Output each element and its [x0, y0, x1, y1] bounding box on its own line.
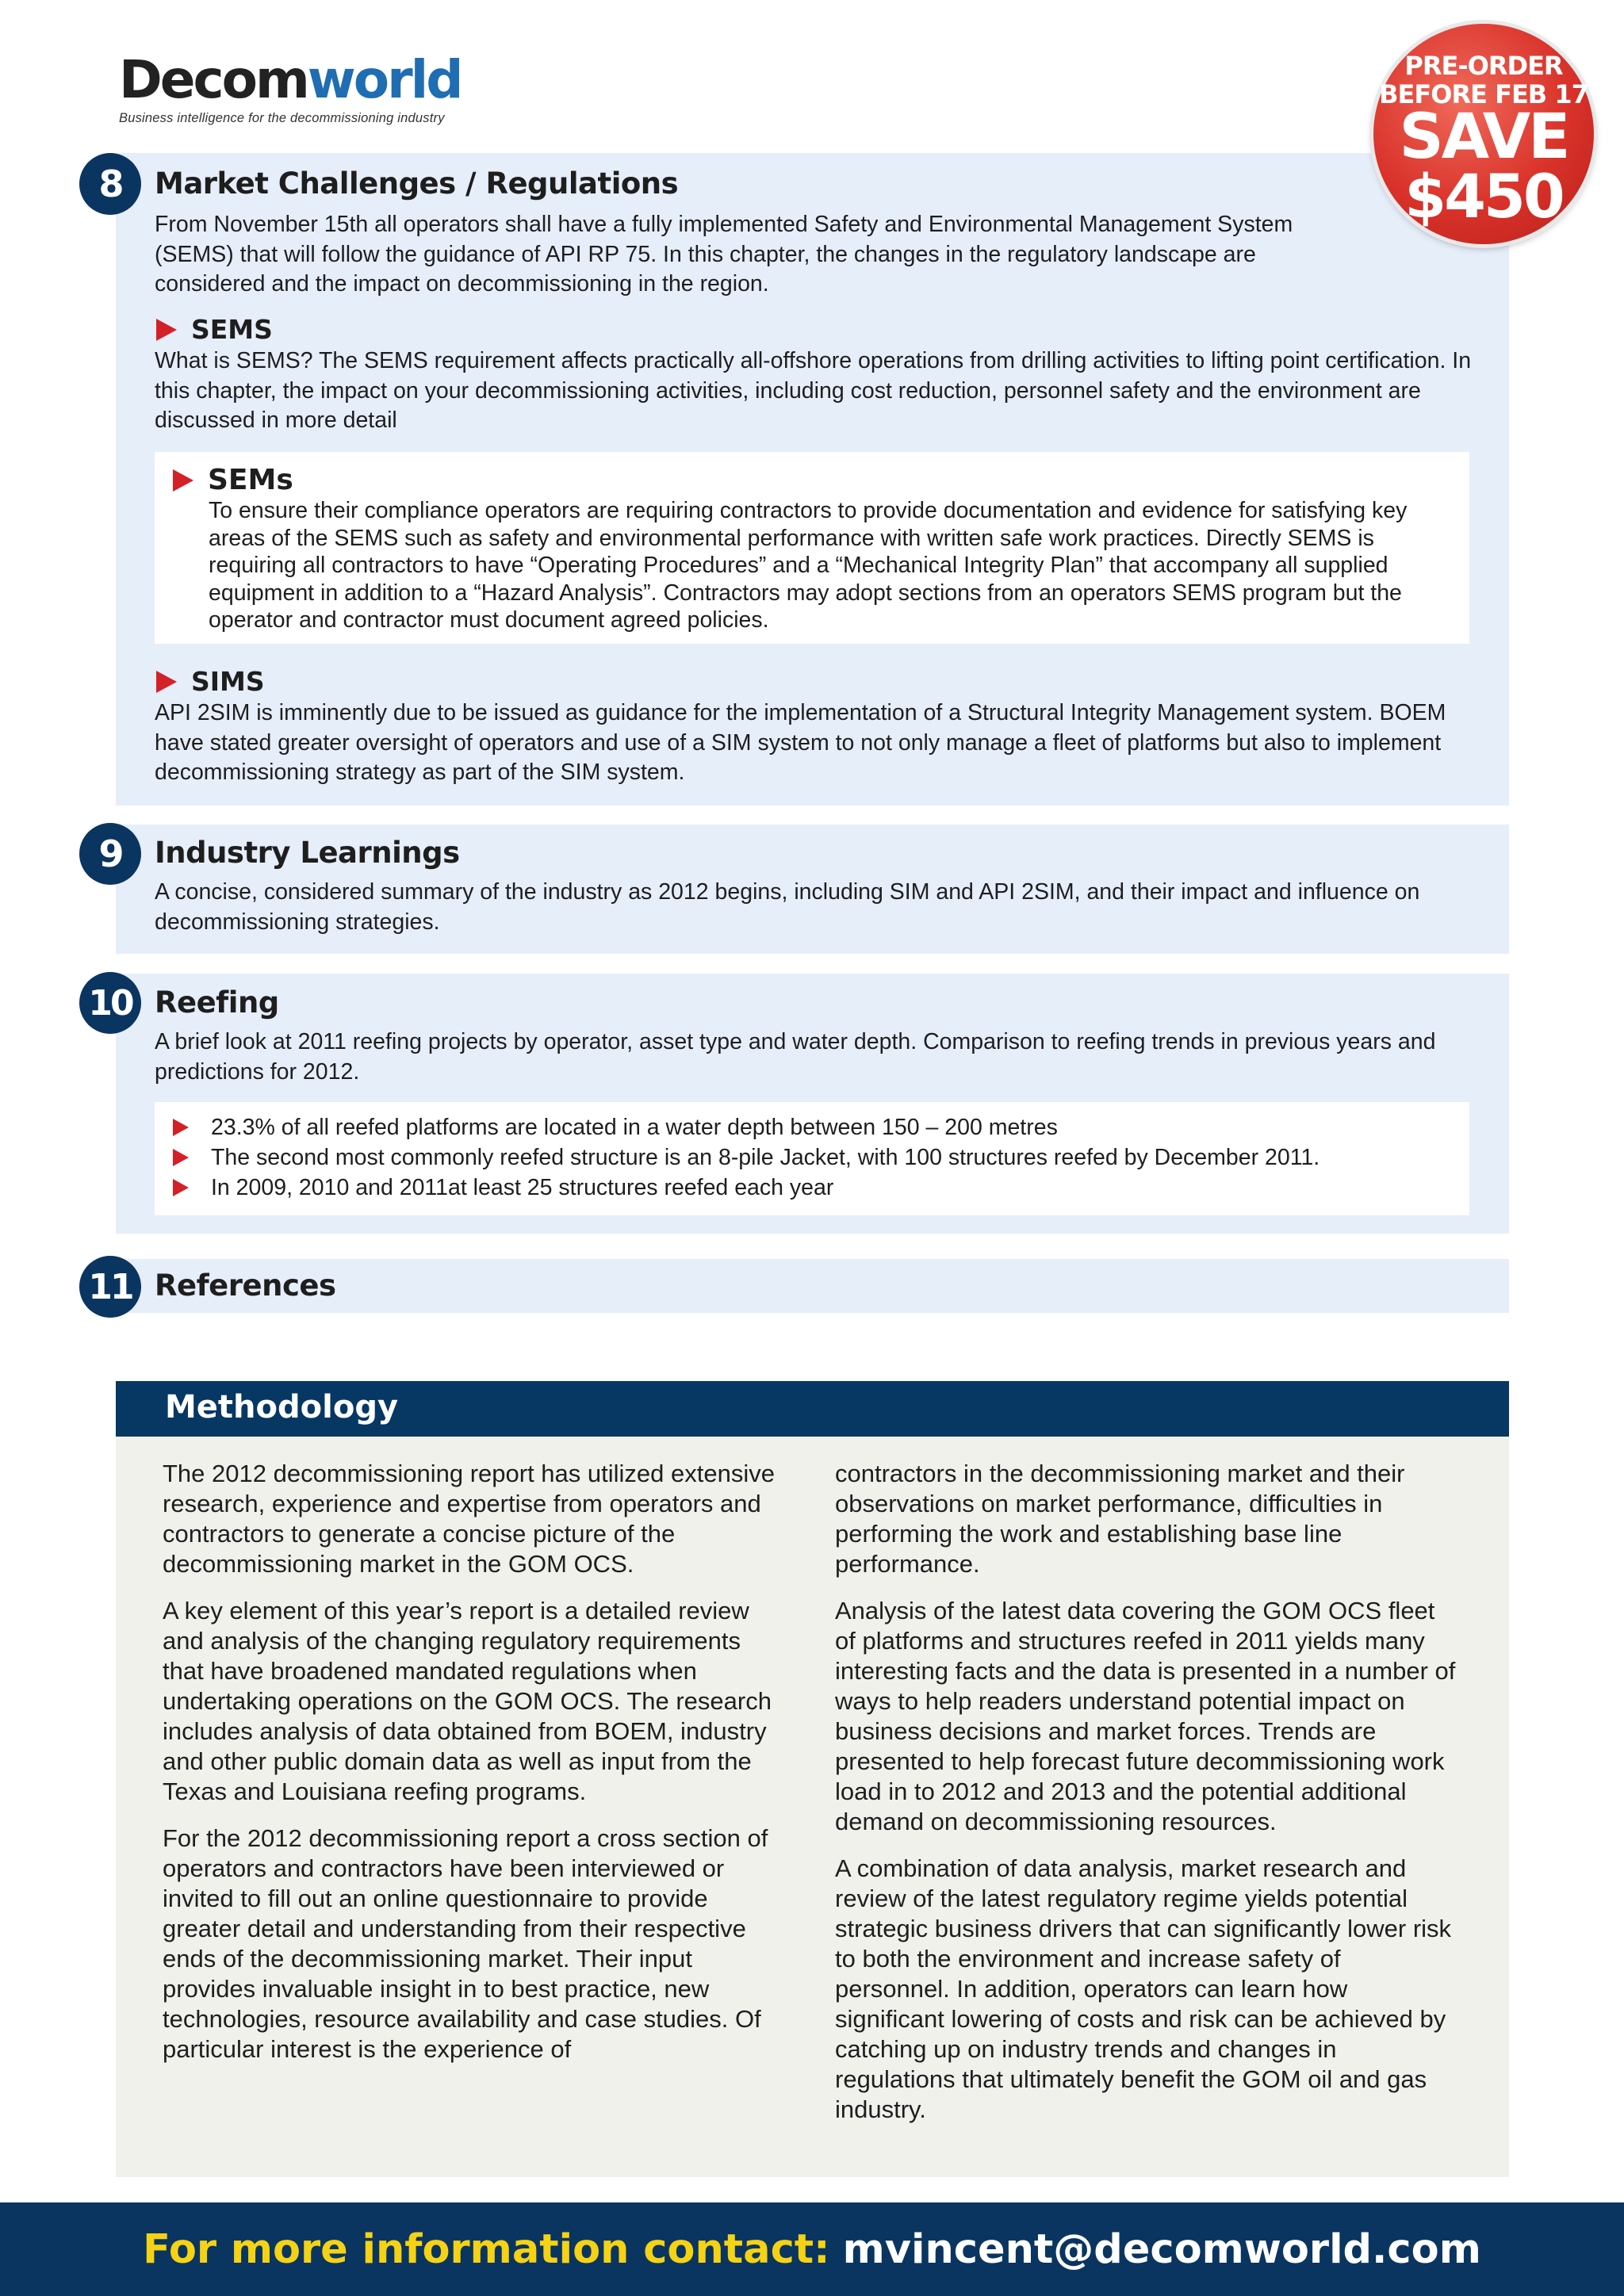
red-triangle-icon [173, 1119, 189, 1136]
paragraph: For the 2012 decommissioning report a cross section of operators and contractors have been interviewed or invited to fill out an online questionnaire to provide greater detail and understanding from their respective ends of the decommissioning market. Their input provides invaluable insight in to best practice, new technologies, resource availability and case studies. Of particular interest is the experience of [163, 1824, 768, 2063]
red-triangle-icon [156, 671, 177, 693]
decomworld-logo [119, 49, 462, 126]
paragraph: A key element of this year’s report is a detailed review and analysis of the changing regulatory requirements that have broadened mandated regulations when undertaking operations on the GOM OCS. The research includes analysis of data obtained from BOEM, industry and other public domain data as well as input from the Texas and Louisiana reefing programs. [163, 1597, 772, 1805]
reefing-facts-list [173, 1112, 1457, 1203]
footer-contact [0, 2202, 1624, 2296]
badge-line: PRE-ORDER [1404, 51, 1563, 81]
section-8-intro: From November 15th all operators shall have a fully implemented Safety and Environmental Management System (SEMS) that will follow the guidance of API RP 75. In this chapter, the changes in the regulatory landscape are considered and the impact on decommissioning in the region. [155, 212, 1293, 297]
section-11-title: References [155, 1269, 336, 1303]
section-8-title: Market Challenges / Regulations [155, 166, 679, 201]
paragraph: The 2012 decommissioning report has utilized extensive research, experience and expertise from operators and contractors to generate a concise picture of the decommissioning market in the GOM OCS. [163, 1460, 775, 1578]
red-triangle-icon [156, 319, 177, 341]
list-item: 23.3% of all reefed platforms are located in a water depth between 150 – 200 metres [173, 1112, 1457, 1142]
methodology-right-column [835, 1459, 1461, 2141]
badge-amount: $450 [1404, 161, 1563, 232]
section-9-number: 9 [79, 823, 141, 885]
pre-order-badge [1373, 24, 1594, 244]
red-triangle-icon [173, 1179, 189, 1196]
red-triangle-icon [173, 1149, 189, 1166]
sems-callout-title: SEMs [173, 464, 293, 496]
sims-subheading: SIMS [156, 666, 265, 697]
section-10-number: 10 [79, 972, 141, 1034]
sims-text: API 2SIM is imminently due to be issued as guidance for the implementation of a Structural Integrity Management system. BOEM have stated greater oversight of operators and use of a SIM system to not only manage a fleet of platforms but also to implement decommissioning strategy as part of the SIM system. [155, 700, 1446, 785]
methodology-title: Methodology [165, 1389, 399, 1425]
sems-callout-text: To ensure their compliance operators are requiring contractors to provide documentation and evidence for satisfying key areas of the SEMS such as safety and environmental performance with written safe work practices. Directly SEMS is requiring all contractors to have “Operating Procedures” and a “Mechanical Integrity Plan” that accompany all supplied equipment in addition to a “Hazard Analysis”. Contractors may adopt sections from an operators SEMS program but the operator and contractor must document agreed policies. [209, 498, 1408, 633]
red-triangle-icon [173, 469, 193, 492]
section-10-text: A brief look at 2011 reefing projects by operator, asset type and water depth. Comparison to reefing trends in previous years and predictions for 2012. [155, 1029, 1436, 1085]
list-item: In 2009, 2010 and 2011at least 25 structures reefed each year [173, 1173, 1457, 1203]
badge-save: SAVE [1399, 101, 1568, 173]
section-10-title: Reefing [155, 985, 279, 1020]
section-9-title: Industry Learnings [155, 836, 460, 870]
section-9-text: A concise, considered summary of the industry as 2012 begins, including SIM and API 2SIM, and their impact and influence on decommissioning strategies. [155, 879, 1420, 935]
contact-email-link[interactable]: mvincent@decomworld.com [842, 2225, 1481, 2273]
footer-label: For more information contact: [143, 2225, 830, 2273]
list-item: The second most commonly reefed structure is an 8-pile Jacket, with 100 structures reefed by December 2011. [173, 1142, 1457, 1173]
methodology-left-column [163, 1459, 781, 2081]
paragraph: contractors in the decommissioning market and their observations on market performance, difficulties in performing the work and establishing base line performance. [835, 1460, 1405, 1578]
paragraph: A combination of data analysis, market research and review of the latest regulatory regime yields potential strategic business drivers that can significantly lower risk to both the environment and increase safety of personnel. In addition, operators can learn how significant lowering of costs and risk can be achieved by catching up on industry trends and changes in regulations that ultimately benefit the GOM oil and gas industry. [835, 1854, 1452, 2123]
section-8-number: 8 [79, 153, 141, 215]
section-11-number: 11 [79, 1256, 141, 1318]
badge-line: BEFORE FEB 17 [1379, 79, 1588, 109]
logo-tagline: Business intelligence for the decommissioning industry [119, 111, 445, 125]
sems-text: What is SEMS? The SEMS requirement affects practically all-offshore operations from drilling activities to lifting point certification. In this chapter, the impact on your decommissioning activities, including cost reduction, personnel safety and the environment are discussed in more detail [155, 348, 1472, 433]
sems-subheading: SEMS [156, 314, 273, 345]
paragraph: Analysis of the latest data covering the GOM OCS fleet of platforms and structures reefed in 2011 yields many interesting facts and the data is presented in a number of ways to help readers understand potential impact on business decisions and market forces. Trends are presented to help forecast future decommissioning work load in to 2012 and 2013 and the potential additional demand on decommissioning resources. [835, 1597, 1456, 1835]
logo-wordmark: Decomworld [119, 49, 462, 110]
